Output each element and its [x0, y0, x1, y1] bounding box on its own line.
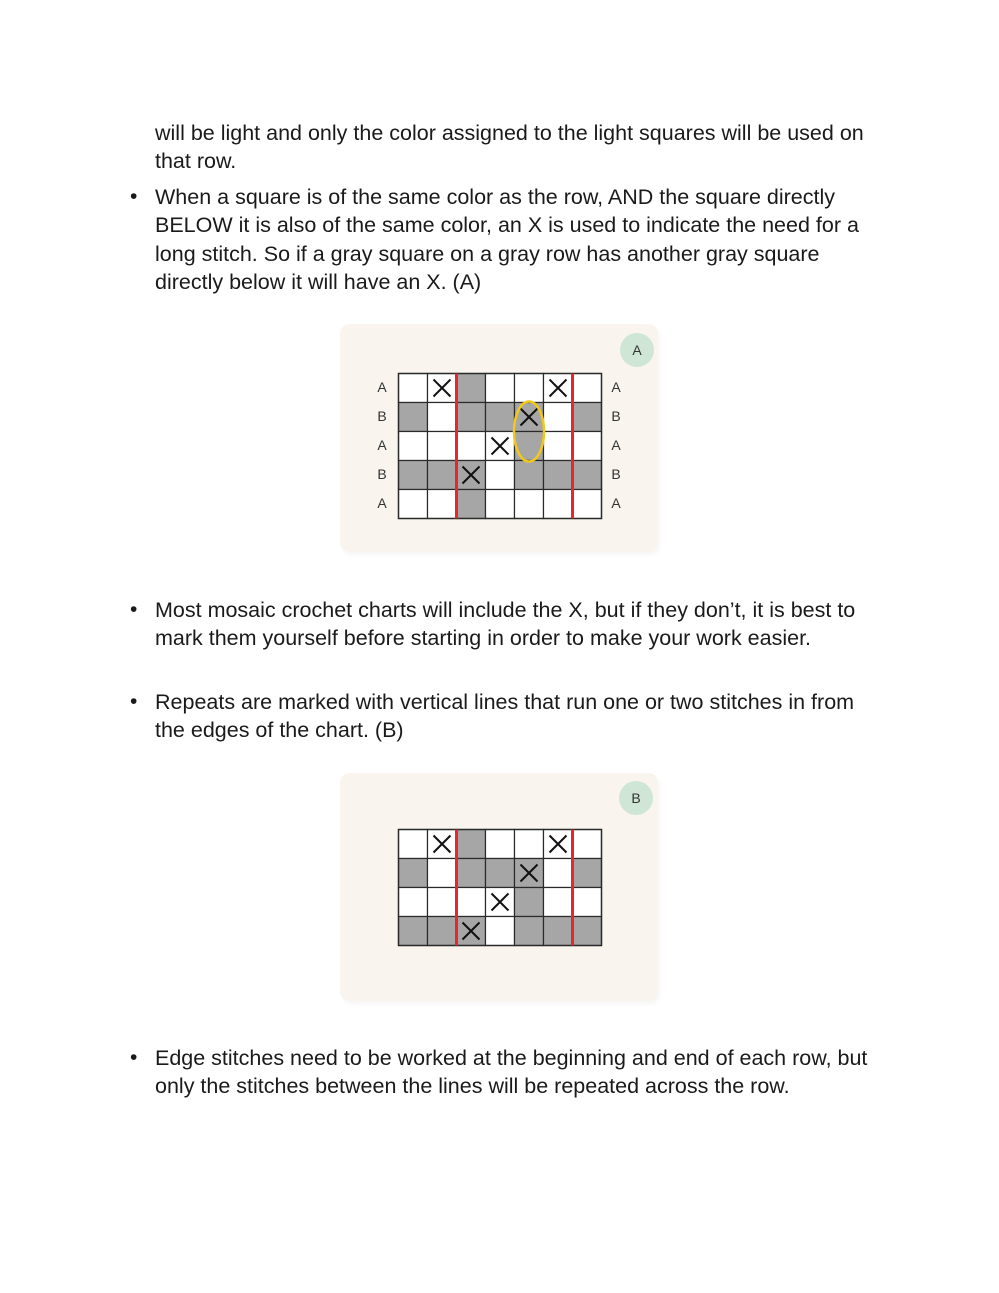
bullet-icon: • — [130, 185, 138, 208]
chart-cell — [428, 490, 457, 519]
chart-cell — [457, 830, 486, 859]
chart-cell — [457, 490, 486, 519]
chart-cell — [573, 432, 602, 461]
chart-cell — [515, 374, 544, 403]
figure-a-right-row-label: A — [611, 379, 621, 395]
chart-cell — [515, 917, 544, 946]
chart-cell — [399, 917, 428, 946]
chart-cell — [457, 432, 486, 461]
chart-cell — [573, 859, 602, 888]
chart-cell — [544, 888, 573, 917]
chart-cell — [399, 859, 428, 888]
chart-cell — [486, 461, 515, 490]
chart-cell — [573, 461, 602, 490]
figure-a-left-row-label: B — [377, 408, 387, 424]
chart-cell — [544, 917, 573, 946]
chart-cell — [515, 461, 544, 490]
chart-cell — [486, 490, 515, 519]
chart-cell — [486, 830, 515, 859]
chart-cell — [486, 859, 515, 888]
chart-cell — [573, 888, 602, 917]
chart-cell — [486, 403, 515, 432]
chart-cell — [428, 403, 457, 432]
chart-cell — [428, 432, 457, 461]
chart-cell — [428, 917, 457, 946]
figure-a-badge: A — [620, 333, 654, 367]
chart-cell — [573, 917, 602, 946]
figure-a-left-row-label: A — [377, 379, 387, 395]
chart-cell — [457, 859, 486, 888]
figure-a-left-row-label: A — [377, 495, 387, 511]
chart-cell — [544, 859, 573, 888]
intro-continuation-text: will be light and only the color assigned to the light squares will be used on that row. — [155, 121, 864, 174]
figure-a-card — [340, 324, 658, 552]
chart-cell — [399, 830, 428, 859]
chart-cell — [399, 888, 428, 917]
bullet-repeats-text: Repeats are marked with vertical lines that run one or two stitches in from the edges of the chart. (B) — [155, 690, 855, 743]
chart-cell — [486, 917, 515, 946]
bullet-icon: • — [130, 1046, 138, 1069]
figure-b-badge: B — [619, 781, 653, 815]
chart-cell — [544, 432, 573, 461]
chart-cell — [573, 830, 602, 859]
bullet-edge-stitches-text: Edge stitches need to be worked at the beginning and end of each row, but only the stitches between the lines will be repeated across the row. — [155, 1046, 868, 1099]
chart-cell — [544, 403, 573, 432]
bullet-icon: • — [130, 690, 138, 713]
chart-cell — [399, 461, 428, 490]
chart-cell — [457, 888, 486, 917]
chart-cell — [515, 888, 544, 917]
chart-cell — [457, 374, 486, 403]
chart-cell — [399, 432, 428, 461]
chart-cell — [573, 374, 602, 403]
figure-a-right-row-label: B — [611, 466, 621, 482]
chart-cell — [515, 830, 544, 859]
figure-a-left-row-label: A — [377, 437, 387, 453]
figure-a-right-row-label: B — [611, 408, 621, 424]
chart-cell — [428, 888, 457, 917]
chart-cell — [399, 490, 428, 519]
bullet-mark-x-text: Most mosaic crochet charts will include the X, but if they don’t, it is best to mark them yourself before starting in order to make your work easier. — [155, 598, 856, 651]
bullet-long-stitch-text: When a square is of the same color as the row, AND the square directly BELOW it is also of the same color, an X is used to indicate the need for a long stitch. So if a gray square on a gray row has another gray square directly below it will have an X. (A) — [155, 185, 859, 294]
chart-cell — [428, 859, 457, 888]
chart-cell — [399, 374, 428, 403]
chart-cell — [486, 374, 515, 403]
figure-a-chart-grid — [398, 373, 601, 519]
chart-cell — [515, 490, 544, 519]
figure-b-card — [340, 773, 658, 1001]
bullet-icon: • — [130, 598, 138, 621]
chart-cell — [544, 461, 573, 490]
chart-cell — [544, 490, 573, 519]
chart-cell — [515, 432, 544, 461]
chart-cell — [573, 490, 602, 519]
chart-cell — [399, 403, 428, 432]
chart-cell — [457, 403, 486, 432]
figure-b-chart-grid — [398, 829, 601, 946]
chart-cell — [428, 461, 457, 490]
chart-cell — [573, 403, 602, 432]
figure-a-left-row-label: B — [377, 466, 387, 482]
figure-a-right-row-label: A — [611, 437, 621, 453]
figure-a-right-row-label: A — [611, 495, 621, 511]
